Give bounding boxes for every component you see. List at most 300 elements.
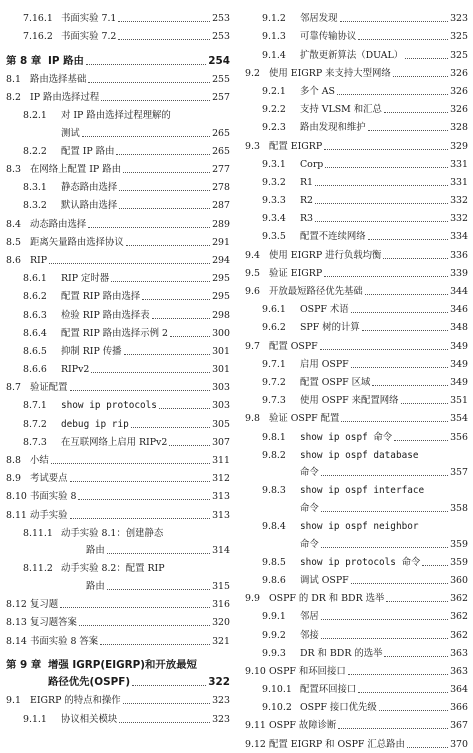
toc-entry-title: 邻居发现 — [300, 13, 338, 25]
toc-entry-title: 检验 RIP 路由选择表 — [61, 309, 150, 321]
toc-entry-number: 9.7.1 — [262, 358, 286, 370]
toc-entry-page: 339 — [450, 267, 468, 279]
toc-entry-title: 书面实验 7.2 — [61, 31, 117, 43]
toc-entry[interactable] — [6, 360, 230, 378]
toc-entry[interactable] — [245, 499, 468, 517]
toc-entry-title: 命令 — [300, 538, 319, 550]
toc-entry[interactable] — [6, 106, 230, 124]
toc-entry[interactable] — [245, 118, 468, 136]
toc-entry-page: 356 — [450, 431, 468, 443]
toc-entry-page: 325 — [450, 49, 468, 61]
toc-entry[interactable] — [6, 674, 230, 692]
toc-entry-title: R2 — [300, 195, 314, 207]
leader-dots — [119, 190, 210, 191]
toc-entry[interactable] — [245, 571, 468, 589]
leader-dots — [351, 312, 448, 313]
toc-entry[interactable] — [245, 409, 468, 427]
toc-entry-page: 313 — [212, 491, 230, 503]
toc-entry-title: RIP 定时器 — [61, 273, 110, 285]
toc-entry[interactable] — [6, 433, 230, 451]
toc-entry-number: 8.11 — [6, 509, 27, 521]
leader-dots — [422, 565, 448, 566]
toc-entry-title: 动手实验 8.1：创建静态 — [61, 527, 164, 539]
toc-entry-number: 8.4 — [6, 218, 21, 230]
toc-entry-title: 对 IP 路由选择过程理解的 — [61, 110, 171, 122]
toc-entry[interactable] — [245, 227, 468, 245]
leader-dots — [394, 440, 448, 441]
toc-entry-number: 8.6 — [6, 254, 21, 266]
leader-dots — [142, 299, 210, 300]
toc-entry-page: 346 — [450, 304, 468, 316]
leader-dots — [405, 58, 448, 59]
toc-entry-number: 9.1.3 — [262, 31, 286, 43]
toc-entry-number: 8.6.5 — [23, 345, 47, 357]
toc-entry[interactable] — [245, 662, 468, 680]
toc-entry[interactable] — [245, 373, 468, 391]
leader-dots — [372, 385, 448, 386]
leader-dots — [126, 245, 210, 246]
toc-entry-title: IP 路由选择过程 — [30, 91, 100, 103]
toc-entry[interactable] — [6, 487, 230, 505]
leader-dots — [324, 149, 448, 150]
toc-entry-page: 359 — [450, 538, 468, 550]
leader-dots — [107, 589, 210, 590]
toc-entry[interactable] — [6, 342, 230, 360]
toc-entry-title: 使用 EIGRP 来支持大型网络 — [269, 67, 391, 79]
toc-entry[interactable] — [6, 142, 230, 160]
toc-entry-number: 7.16.2 — [23, 31, 53, 43]
toc-entry[interactable] — [6, 9, 230, 27]
toc-entry-number: 8.1 — [6, 73, 21, 85]
toc-left-column — [6, 9, 230, 728]
toc-entry[interactable] — [6, 124, 230, 142]
toc-entry-title: 动态路由选择 — [30, 218, 87, 230]
toc-entry-number: 8.9 — [6, 473, 21, 485]
toc-entry[interactable] — [245, 427, 468, 445]
toc-entry-title: IP 路由 — [48, 54, 84, 67]
toc-entry-title: RIP — [30, 254, 48, 266]
toc-entry-title: 默认路由选择 — [61, 200, 118, 212]
toc-entry-page: 362 — [450, 629, 468, 641]
toc-entry-number: 9.1.1 — [23, 713, 47, 725]
toc-entry[interactable] — [245, 734, 468, 752]
toc-entry-page: 332 — [450, 213, 468, 225]
toc-entry-number: 8.3.1 — [23, 182, 47, 194]
leader-dots — [358, 39, 448, 40]
toc-entry-page: 298 — [212, 309, 230, 321]
toc-entry[interactable] — [6, 505, 230, 523]
toc-entry[interactable] — [6, 613, 230, 631]
toc-entry-title: 在互联网络上启用 RIPv2 — [61, 436, 168, 448]
leader-dots — [379, 710, 448, 711]
toc-entry[interactable] — [245, 300, 468, 318]
toc-entry-page: 323 — [212, 695, 230, 707]
toc-entry[interactable] — [6, 88, 230, 106]
toc-entry-number: 8.12 — [6, 599, 27, 611]
leader-dots — [383, 258, 448, 259]
leader-dots — [321, 511, 448, 512]
toc-entry-title: 动手实验 8.2：配置 RIP — [61, 563, 165, 575]
toc-entry-title: 书面实验 8 — [30, 491, 77, 503]
leader-dots — [315, 221, 448, 222]
toc-entry-page: 359 — [450, 556, 468, 568]
toc-entry[interactable] — [245, 191, 468, 209]
toc-entry-title: 启用 OSPF — [300, 358, 349, 370]
toc-entry-page: 349 — [450, 376, 468, 388]
toc-entry-page: 326 — [450, 67, 468, 79]
leader-dots — [358, 692, 448, 693]
toc-entry-title: OSPF 故障诊断 — [269, 720, 337, 732]
toc-entry-number: 8.8 — [6, 455, 21, 466]
toc-entry-page: 301 — [212, 364, 230, 376]
toc-entry[interactable] — [245, 535, 468, 553]
leader-dots — [365, 294, 448, 295]
toc-entry-number: 9.9.3 — [262, 647, 286, 659]
toc-entry-title: show ip ospf 命令 — [300, 431, 393, 443]
toc-entry-title: 路由 — [86, 545, 105, 557]
toc-entry-page: 316 — [212, 599, 230, 611]
toc-entry-number: 9.4 — [245, 249, 260, 261]
toc-entry[interactable] — [245, 680, 468, 698]
toc-entry-title: 书面实验 8 答案 — [30, 635, 99, 647]
toc-entry-title: show ip ospf interface — [300, 485, 425, 497]
leader-dots — [123, 703, 210, 704]
toc-entry-title: 验证 EIGRP — [269, 267, 323, 279]
toc-entry-page: 326 — [450, 85, 468, 97]
toc-entry-page: 257 — [212, 91, 230, 103]
toc-entry-title: 验证配置 — [30, 382, 68, 394]
toc-entry-page: 303 — [212, 382, 230, 394]
toc-entry[interactable] — [245, 464, 468, 482]
toc-entry-title: 配置 OSPF — [269, 340, 318, 352]
toc-entry-number: 9.7 — [245, 340, 260, 352]
toc-entry[interactable] — [6, 51, 230, 69]
toc-entry-number: 9.8.6 — [262, 574, 286, 586]
toc-entry-page: 265 — [212, 127, 230, 139]
leader-dots — [118, 21, 210, 22]
toc-entry-title: OSPF 接口优先级 — [300, 702, 377, 714]
leader-dots — [49, 263, 210, 264]
leader-dots — [321, 547, 448, 548]
toc-entry[interactable] — [6, 287, 230, 305]
toc-entry[interactable] — [245, 625, 468, 643]
toc-entry[interactable] — [6, 542, 230, 560]
toc-entry-page: 362 — [450, 611, 468, 623]
toc-entry-page: 253 — [212, 13, 230, 25]
toc-entry-number: 9.1 — [6, 695, 21, 707]
toc-entry[interactable] — [245, 355, 468, 373]
toc-entry[interactable] — [6, 378, 230, 396]
toc-entry-number: 9.8.4 — [262, 521, 286, 533]
toc-entry[interactable] — [6, 178, 230, 196]
toc-entry-number: 9.2 — [245, 67, 260, 79]
toc-entry-page: 277 — [212, 164, 230, 175]
toc-entry-title: 调试 OSPF — [300, 574, 349, 586]
toc-entry-number: 9.3.4 — [262, 213, 286, 225]
toc-entry-page: 351 — [450, 395, 468, 407]
leader-dots — [407, 747, 448, 748]
leader-dots — [131, 427, 210, 428]
toc-entry-title: 测试 — [61, 127, 80, 139]
leader-dots — [111, 281, 210, 282]
toc-entry-title: 命令 — [300, 502, 319, 514]
toc-entry[interactable] — [245, 264, 468, 282]
toc-entry-title: 增强 IGRP(EIGRP)和开放最短 — [48, 658, 197, 671]
toc-entry[interactable] — [6, 70, 230, 88]
toc-entry[interactable] — [6, 577, 230, 595]
toc-entry[interactable] — [6, 469, 230, 487]
leader-dots — [101, 100, 210, 101]
toc-entry[interactable] — [6, 691, 230, 709]
toc-entry[interactable] — [6, 631, 230, 649]
toc-entry-page: 336 — [450, 249, 468, 261]
toc-entry[interactable] — [245, 45, 468, 63]
toc-entry-title: 开放最短路径优先基础 — [269, 286, 363, 297]
leader-dots — [401, 403, 448, 404]
leader-dots — [338, 728, 448, 729]
toc-entry-page: 300 — [212, 327, 230, 339]
toc-entry[interactable] — [245, 245, 468, 263]
toc-entry-title: DR 和 BDR 的选举 — [300, 647, 383, 659]
toc-entry-title: 邻居 — [300, 611, 319, 623]
toc-entry[interactable] — [245, 282, 468, 300]
toc-entry-number: 9.9.1 — [262, 611, 286, 623]
toc-entry[interactable] — [245, 209, 468, 227]
toc-entry[interactable] — [6, 709, 230, 727]
toc-entry-number: 9.6 — [245, 286, 260, 297]
leader-dots — [123, 172, 210, 173]
toc-entry-page: 328 — [450, 122, 468, 134]
toc-entry[interactable] — [245, 155, 468, 173]
toc-entry[interactable] — [245, 553, 468, 571]
toc-entry-title: 配置 IP 路由 — [61, 145, 115, 157]
toc-entry-number: 9.8 — [245, 413, 260, 425]
leader-dots — [118, 39, 210, 40]
toc-entry[interactable] — [6, 324, 230, 342]
leader-dots — [60, 607, 210, 608]
leader-dots — [368, 239, 448, 240]
toc-entry-number: 8.11.1 — [23, 527, 53, 539]
toc-entry-number: 9.10.1 — [262, 684, 292, 696]
toc-entry-page: 325 — [450, 31, 468, 43]
toc-entry-page: 326 — [450, 104, 468, 116]
toc-entry[interactable] — [6, 451, 230, 469]
toc-entry-page: 254 — [208, 54, 230, 67]
toc-entry[interactable] — [245, 644, 468, 662]
toc-entry-page: 362 — [450, 593, 468, 605]
leader-dots — [152, 318, 210, 319]
leader-dots — [393, 76, 448, 77]
toc-entry-title: 动手实验 — [30, 509, 68, 521]
toc-entry-title: show ip protocols — [61, 400, 157, 412]
toc-entry-title: 多个 AS — [300, 85, 335, 97]
toc-entry-page: 305 — [212, 418, 230, 430]
leader-dots — [351, 367, 448, 368]
toc-entry[interactable] — [245, 446, 468, 464]
toc-entry[interactable] — [6, 414, 230, 432]
toc-entry-page: 358 — [450, 502, 468, 514]
toc-entry-number: 8.7.3 — [23, 436, 47, 448]
toc-entry-number: 8.3.2 — [23, 200, 47, 212]
toc-entry[interactable] — [6, 656, 230, 674]
leader-dots — [321, 619, 448, 620]
toc-entry-title: 邻接 — [300, 629, 319, 641]
toc-entry[interactable] — [245, 698, 468, 716]
toc-entry[interactable] — [245, 9, 468, 27]
toc-entry-page: 295 — [212, 273, 230, 285]
toc-entry-page: 314 — [212, 545, 230, 557]
toc-entry-number: 8.13 — [6, 617, 27, 629]
toc-entry-title: 路由 — [86, 580, 105, 592]
toc-entry-title: 在网络上配置 IP 路由 — [30, 164, 121, 175]
toc-entry-title: debug ip rip — [61, 418, 129, 430]
toc-entry[interactable] — [245, 100, 468, 118]
toc-entry-title: 小结 — [30, 455, 49, 466]
toc-entry-number: 9.9 — [245, 593, 260, 605]
toc-entry-page: 367 — [450, 720, 468, 732]
toc-entry-title: 路径优先(OSPF) — [48, 676, 131, 689]
leader-dots — [315, 203, 448, 204]
toc-entry-page: 320 — [212, 617, 230, 629]
toc-entry[interactable] — [6, 305, 230, 323]
toc-entry[interactable] — [245, 173, 468, 191]
toc-entry[interactable] — [245, 716, 468, 734]
leader-dots — [384, 112, 448, 113]
toc-entry-title: 扩散更新算法（DUAL） — [300, 49, 404, 61]
toc-entry-number: 8.6.6 — [23, 364, 47, 376]
toc-entry[interactable] — [6, 196, 230, 214]
leader-dots — [124, 354, 210, 355]
toc-entry-number: 9.8.5 — [262, 556, 286, 568]
toc-entry-title: 配置环回接口 — [300, 684, 357, 696]
toc-entry[interactable] — [245, 136, 468, 154]
toc-entry-number: 8.2 — [6, 91, 21, 103]
leader-dots — [119, 208, 210, 209]
toc-entry-title: 复习题 — [30, 599, 59, 611]
toc-entry-number: 9.6.1 — [262, 304, 286, 316]
toc-entry-title: 抑制 RIP 传播 — [61, 345, 122, 357]
toc-entry-title: 配置 RIP 路由选择 — [61, 291, 141, 303]
toc-entry-page: 323 — [450, 13, 468, 25]
toc-entry-number: 8.7.2 — [23, 418, 47, 430]
toc-entry-number: 8.6.4 — [23, 327, 47, 339]
toc-entry[interactable] — [245, 607, 468, 625]
toc-entry-title: 配置 RIP 路由选择示例 2 — [61, 327, 168, 339]
leader-dots — [70, 518, 210, 519]
toc-entry-page: 311 — [212, 455, 230, 466]
toc-entry-number: 7.16.1 — [23, 13, 53, 25]
toc-entry[interactable] — [6, 251, 230, 269]
leader-dots — [325, 167, 448, 168]
toc-entry-number: 9.7.3 — [262, 395, 286, 407]
leader-dots — [78, 499, 210, 500]
toc-entry[interactable] — [245, 517, 468, 535]
leader-dots — [340, 21, 448, 22]
toc-entry-number: 8.2.1 — [23, 110, 47, 122]
leader-dots — [362, 330, 448, 331]
leader-dots — [88, 82, 210, 83]
toc-entry[interactable] — [245, 336, 468, 354]
toc-entry[interactable] — [245, 481, 468, 499]
toc-entry-page: 331 — [450, 176, 468, 188]
toc-entry-title: 复习题答案 — [30, 617, 77, 629]
leader-dots — [324, 276, 448, 277]
toc-entry-number: 8.7.1 — [23, 400, 47, 412]
toc-entry-title: RIPv2 — [61, 364, 90, 376]
toc-entry-title: show ip ospf neighbor — [300, 521, 419, 533]
toc-entry[interactable] — [245, 27, 468, 45]
toc-entry-page: 349 — [450, 358, 468, 370]
toc-entry-number: 9.1.2 — [262, 13, 286, 25]
toc-entry[interactable] — [6, 160, 230, 178]
leader-dots — [386, 601, 448, 602]
toc-entry-title: 验证 OSPF 配置 — [269, 413, 340, 425]
toc-entry-page: 291 — [212, 236, 230, 248]
toc-entry-number: 9.3.2 — [262, 176, 286, 188]
toc-entry-page: 370 — [450, 738, 468, 750]
toc-entry-number: 9.12 — [245, 738, 266, 750]
toc-entry[interactable] — [245, 64, 468, 82]
toc-entry-number: 9.8.1 — [262, 431, 286, 443]
leader-dots — [86, 64, 206, 65]
leader-dots — [321, 638, 448, 639]
toc-entry-number: 8.2.2 — [23, 145, 47, 157]
toc-entry-number: 8.6.3 — [23, 309, 47, 321]
toc-entry-page: 289 — [212, 218, 230, 230]
toc-entry[interactable] — [6, 269, 230, 287]
toc-entry-title: 配置不连续网络 — [300, 231, 366, 243]
toc-entry-number: 9.2.1 — [262, 85, 286, 97]
toc-entry-number: 9.10.2 — [262, 702, 292, 714]
toc-entry[interactable] — [6, 27, 230, 45]
toc-entry-number: 9.2.2 — [262, 104, 286, 116]
toc-right-column — [245, 9, 468, 753]
toc-entry-number: 9.5 — [245, 267, 260, 279]
toc-entry-page: 294 — [212, 254, 230, 266]
toc-entry-title: R1 — [300, 176, 314, 188]
toc-entry-page: 349 — [450, 340, 468, 352]
toc-entry-title: EIGRP 的特点和操作 — [30, 695, 121, 707]
toc-entry-number: 9.6.2 — [262, 322, 286, 334]
toc-entry-page: 357 — [450, 467, 468, 479]
toc-entry-page: 363 — [450, 665, 468, 677]
leader-dots — [107, 553, 210, 554]
toc-entry[interactable] — [6, 396, 230, 414]
leader-dots — [70, 481, 210, 482]
toc-entry-number: 8.10 — [6, 491, 27, 503]
toc-entry[interactable] — [6, 559, 230, 577]
toc-entry-title: OSPF 的 DR 和 BDR 选举 — [269, 593, 385, 605]
toc-entry[interactable] — [6, 214, 230, 232]
toc-entry-title: SPF 树的计算 — [300, 322, 360, 334]
toc-entry-page: 366 — [450, 702, 468, 714]
toc-entry-title: OSPF 术语 — [300, 304, 349, 316]
toc-entry[interactable] — [245, 318, 468, 336]
toc-entry[interactable] — [6, 595, 230, 613]
toc-entry-page: 253 — [212, 31, 230, 43]
toc-entry[interactable] — [6, 233, 230, 251]
toc-entry-title: 配置 EIGRP — [269, 140, 323, 152]
toc-entry-page: 307 — [212, 436, 230, 448]
toc-entry-title: 书面实验 7.1 — [61, 13, 117, 25]
toc-entry-page: 315 — [212, 580, 230, 592]
toc-entry[interactable] — [245, 391, 468, 409]
toc-entry-page: 348 — [450, 322, 468, 334]
toc-entry[interactable] — [6, 524, 230, 542]
toc-entry-number: 9.7.2 — [262, 376, 286, 388]
toc-entry[interactable] — [245, 82, 468, 100]
toc-entry-page: 331 — [450, 158, 468, 170]
